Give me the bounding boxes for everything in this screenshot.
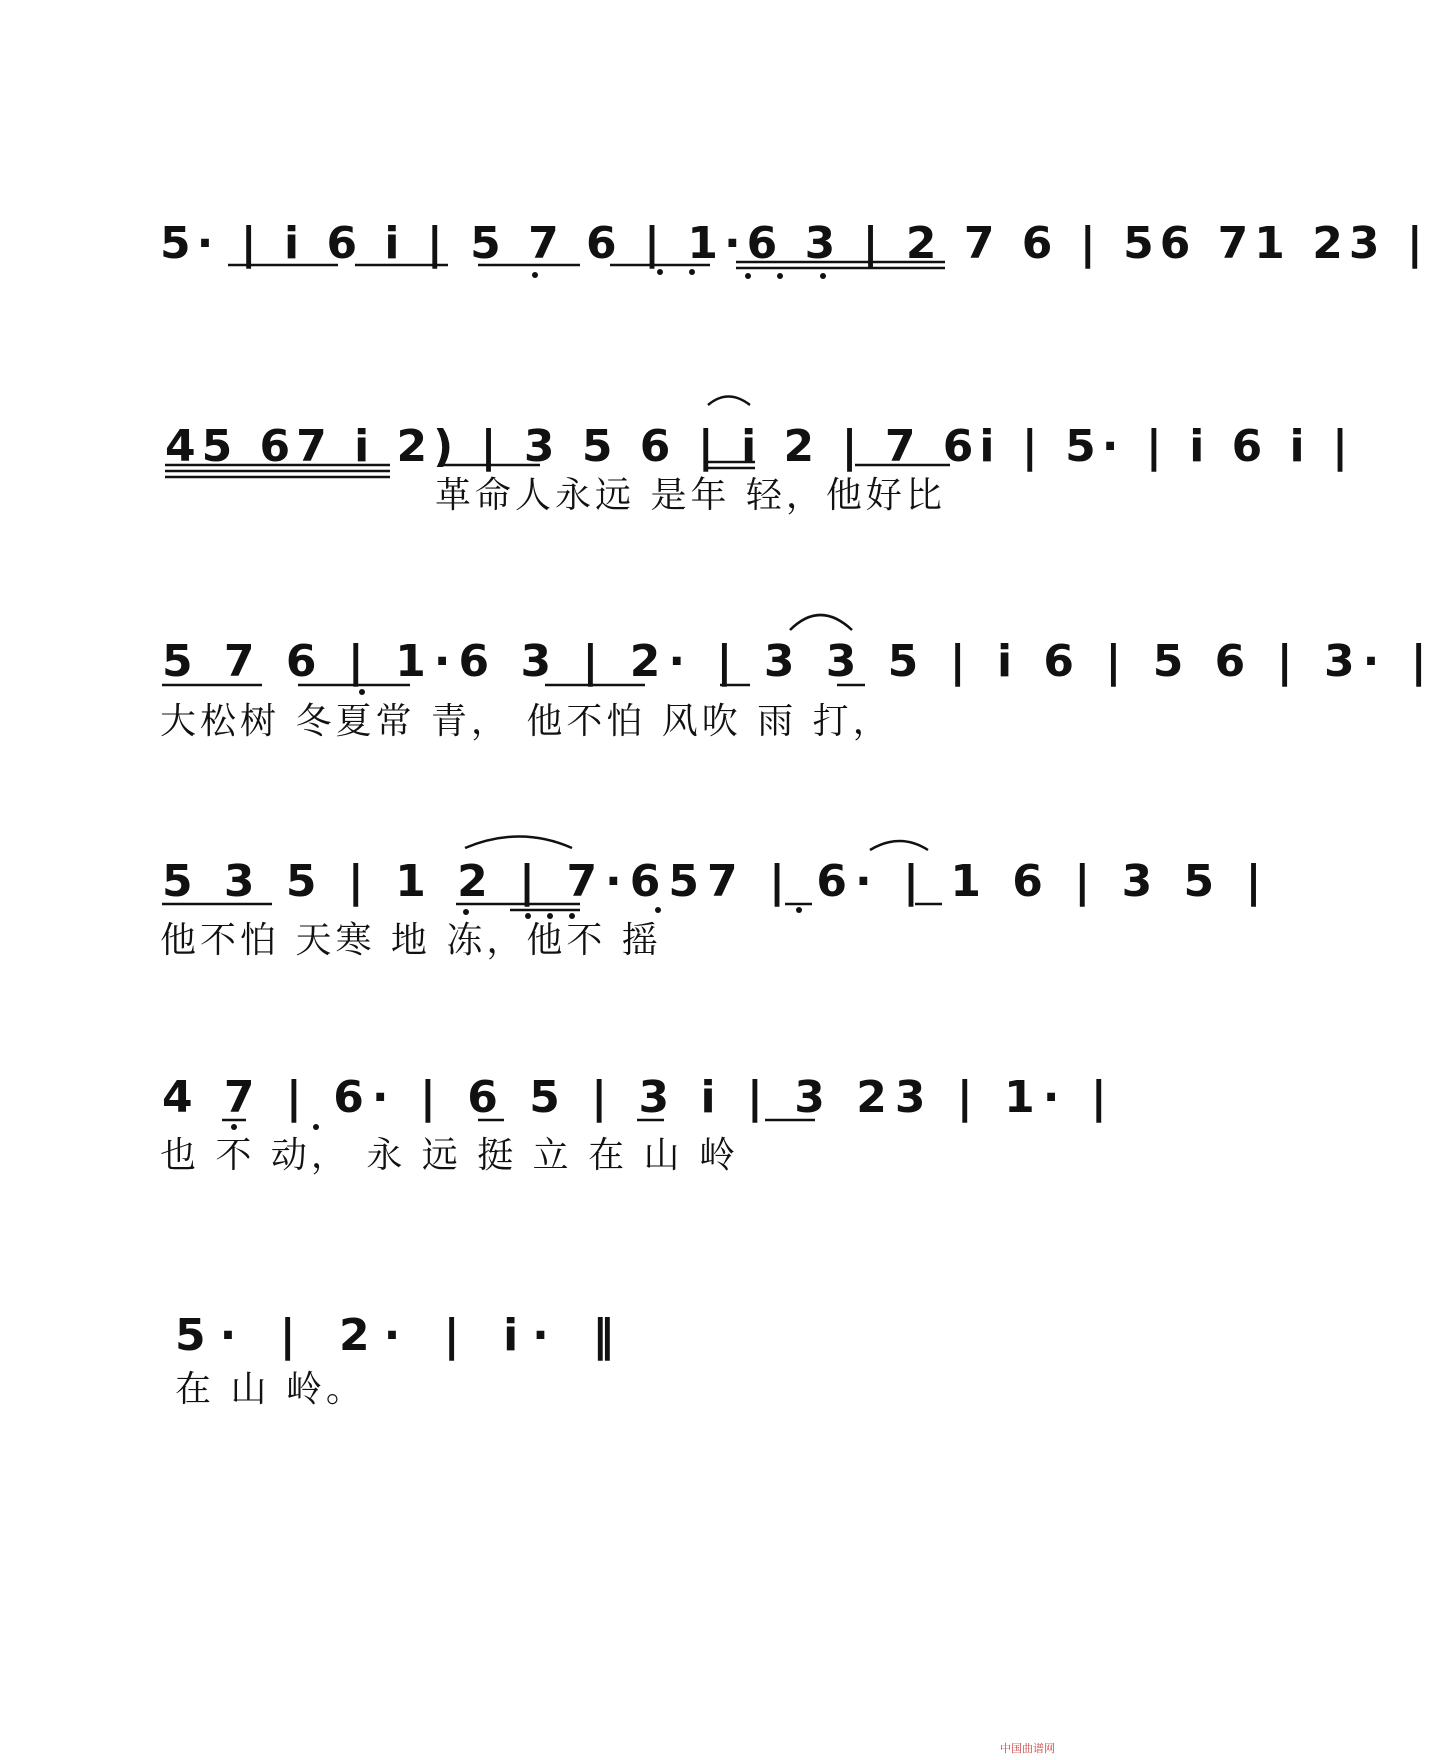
notes-row-1 [160, 218, 1429, 269]
lyrics-row-5 [160, 1135, 739, 1176]
notes-text: 5· | 2· | i· ‖ [175, 1310, 629, 1361]
watermark: 中国曲谱网 [1000, 1742, 1055, 1755]
lyrics-text: 在 山 岭。 [175, 1369, 366, 1410]
notes-row-3 [162, 636, 1435, 687]
notes-text: 5 3 5 | 1 2 | 7·657 | 6· | 1 6 | 3 5 | [162, 856, 1270, 907]
notes-text: 5· | i 6 i | 5 7 6 | 1·6 3 | 2 7 6 | 56 71 23 | [160, 218, 1429, 269]
lyrics-row-6 [175, 1369, 366, 1410]
lyrics-text: 也 不 动， 永 远 挺 立 在 山 岭 [160, 1135, 739, 1176]
lyrics-row-4 [160, 920, 662, 961]
notes-text: 45 67 i 2) | 3 5 6 | i 2 | 7 6i | 5· | i 6 i | [165, 421, 1355, 472]
lyrics-text: 他不怕 天寒 地 冻，他不 摇 [160, 920, 662, 961]
lyrics-text: 革命人永远 是年 轻，他好比 [435, 475, 946, 516]
notes-row-5 [162, 1072, 1115, 1123]
lyrics-row-3 [160, 701, 893, 742]
notes-text: 5 7 6 | 1·6 3 | 2· | 3 3 5 | i 6 | 5 6 | 3· | [162, 636, 1435, 687]
notes-row-2 [165, 421, 1355, 472]
notes-text: 4 7 | 6· | 6 5 | 3 i | 3 23 | 1· | [162, 1072, 1115, 1123]
lyrics-text: 大松树 冬夏常 青， 他不怕 风吹 雨 打， [160, 701, 893, 742]
notes-row-4 [162, 856, 1270, 907]
lyrics-row-2 [435, 475, 946, 516]
notes-row-6 [175, 1310, 629, 1361]
